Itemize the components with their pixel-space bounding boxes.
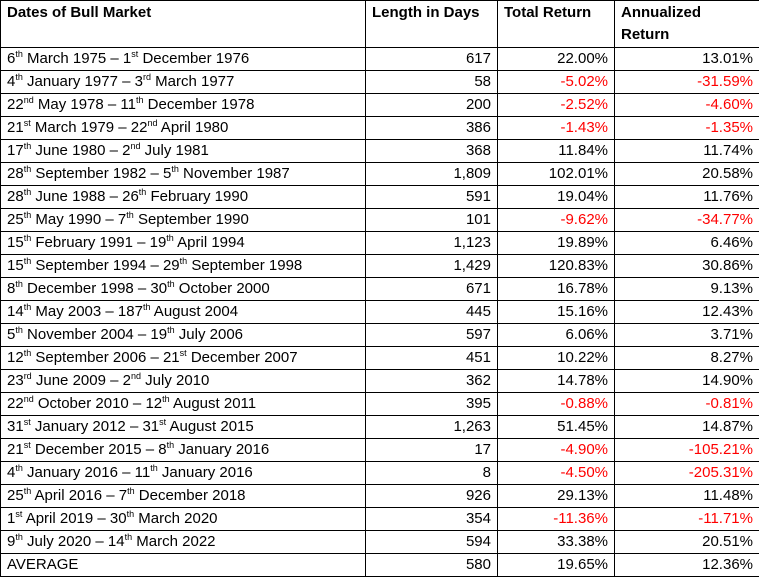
ordinal-suffix: th (127, 486, 135, 496)
ordinal-suffix: th (23, 256, 32, 266)
date-text: May 1978 – 11 (33, 96, 136, 113)
length-days-cell: 101 (366, 209, 498, 232)
date-text: December 2018 (134, 487, 246, 504)
table-row (1, 278, 759, 301)
annualized-return-cell: 14.90% (615, 370, 759, 393)
annualized-return-cell: -31.59% (615, 71, 759, 94)
total-return-cell: 51.45% (498, 416, 615, 439)
ordinal-suffix: th (124, 532, 133, 542)
total-return-cell: 19.89% (498, 232, 615, 255)
total-return-cell: 14.78% (498, 370, 615, 393)
date-text: 22 (7, 96, 24, 113)
table-row (1, 531, 759, 554)
annualized-return-cell: -4.60% (615, 94, 759, 117)
table-row (1, 393, 759, 416)
ordinal-suffix: th (167, 279, 175, 289)
date-text: 15 (7, 234, 24, 251)
ordinal-suffix: th (167, 325, 175, 335)
date-range-cell (1, 370, 366, 393)
date-text: December 2007 (186, 349, 298, 366)
date-range-cell (1, 416, 366, 439)
date-text: 8 (7, 280, 16, 297)
date-text: 28 (7, 188, 24, 205)
length-days-cell: 1,263 (366, 416, 498, 439)
date-text: 22 (7, 395, 24, 412)
date-range-cell (1, 508, 366, 531)
date-text: 21 (7, 119, 24, 136)
date-text: September 1994 – 29 (31, 257, 180, 274)
length-days-cell: 354 (366, 508, 498, 531)
date-range-cell (1, 48, 366, 71)
length-days-cell: 1,123 (366, 232, 498, 255)
date-text: June 1988 – 26 (31, 188, 139, 205)
table-row (1, 48, 759, 71)
date-range-cell (1, 324, 366, 347)
header-annualized-return: Annualized Return (615, 1, 759, 48)
date-text: April 1994 (173, 234, 245, 251)
total-return-cell: 11.84% (498, 140, 615, 163)
date-text: December 1998 – 30 (22, 280, 168, 297)
length-days-cell: 200 (366, 94, 498, 117)
date-range-cell (1, 393, 366, 416)
total-return-cell: 29.13% (498, 485, 615, 508)
table-row (1, 186, 759, 209)
ordinal-suffix: st (131, 49, 139, 59)
total-return-cell: -4.50% (498, 462, 615, 485)
date-text: September 1998 (187, 257, 303, 274)
date-text: January 2012 – 31 (30, 418, 160, 435)
date-range-cell (1, 140, 366, 163)
total-return-cell: -2.52% (498, 94, 615, 117)
average-total-return: 19.65% (498, 554, 615, 577)
date-range-cell (1, 232, 366, 255)
total-return-cell: 102.01% (498, 163, 615, 186)
length-days-cell: 362 (366, 370, 498, 393)
date-text: November 1987 (178, 165, 290, 182)
ordinal-suffix: st (159, 417, 167, 427)
total-return-cell: 19.04% (498, 186, 615, 209)
date-range-cell (1, 278, 366, 301)
ordinal-suffix: th (15, 49, 23, 59)
length-days-cell: 591 (366, 186, 498, 209)
date-text: July 1981 (140, 142, 209, 159)
date-text: February 1990 (146, 188, 249, 205)
date-text: 12 (7, 349, 24, 366)
ordinal-suffix: th (138, 187, 147, 197)
date-text: September 2006 – 21 (31, 349, 180, 366)
date-range-cell (1, 209, 366, 232)
table-row (1, 117, 759, 140)
date-text: June 1980 – 2 (31, 142, 131, 159)
annualized-return-cell: 3.71% (615, 324, 759, 347)
date-text: August 2004 (150, 303, 239, 320)
date-text: 17 (7, 142, 24, 159)
total-return-cell: 15.16% (498, 301, 615, 324)
ordinal-suffix: th (150, 463, 158, 473)
date-text: April 1980 (157, 119, 229, 136)
table-row (1, 416, 759, 439)
length-days-cell: 386 (366, 117, 498, 140)
length-days-cell: 8 (366, 462, 498, 485)
ordinal-suffix: th (126, 210, 134, 220)
ordinal-suffix: th (15, 532, 23, 542)
ordinal-suffix: st (15, 509, 23, 519)
date-text: March 2022 (132, 533, 216, 550)
date-text: 1 (7, 510, 16, 527)
table-row (1, 485, 759, 508)
ordinal-suffix: th (23, 486, 32, 496)
annualized-return-cell: -11.71% (615, 508, 759, 531)
date-text: January 2016 (174, 441, 270, 458)
date-range-cell (1, 531, 366, 554)
ordinal-suffix: nd (147, 118, 158, 128)
date-range-cell (1, 347, 366, 370)
header-row (1, 1, 759, 48)
ordinal-suffix: th (15, 325, 23, 335)
annualized-return-cell: -0.81% (615, 393, 759, 416)
date-text: June 2009 – 2 (31, 372, 131, 389)
length-days-cell: 445 (366, 301, 498, 324)
total-return-cell: 33.38% (498, 531, 615, 554)
date-text: January 2016 (157, 464, 253, 481)
annualized-return-cell: 11.48% (615, 485, 759, 508)
date-text: October 2010 – 12 (33, 395, 163, 412)
ordinal-suffix: st (23, 440, 31, 450)
date-range-cell (1, 163, 366, 186)
ordinal-suffix: nd (130, 141, 141, 151)
table-row (1, 255, 759, 278)
date-text: August 2011 (169, 395, 257, 412)
header-total-return: Total Return (498, 1, 615, 48)
table-row (1, 508, 759, 531)
date-text: July 2010 (140, 372, 210, 389)
length-days-cell: 1,809 (366, 163, 498, 186)
total-return-cell: -9.62% (498, 209, 615, 232)
date-text: December 2015 – 8 (30, 441, 167, 458)
ordinal-suffix: th (23, 210, 32, 220)
average-days: 580 (366, 554, 498, 577)
ordinal-suffix: th (23, 302, 32, 312)
annualized-return-cell: 20.51% (615, 531, 759, 554)
annualized-return-cell: 11.76% (615, 186, 759, 209)
table-row (1, 163, 759, 186)
date-range-cell (1, 94, 366, 117)
length-days-cell: 17 (366, 439, 498, 462)
length-days-cell: 594 (366, 531, 498, 554)
table-row (1, 140, 759, 163)
annualized-return-cell: 8.27% (615, 347, 759, 370)
ordinal-suffix: th (136, 95, 144, 105)
ordinal-suffix: th (23, 348, 32, 358)
ordinal-suffix: st (179, 348, 187, 358)
date-text: March 1975 – 1 (22, 50, 132, 67)
ordinal-suffix: th (15, 279, 23, 289)
ordinal-suffix: nd (23, 394, 34, 404)
ordinal-suffix: th (126, 509, 135, 519)
date-text: 21 (7, 441, 24, 458)
annualized-return-cell: 9.13% (615, 278, 759, 301)
total-return-cell: -1.43% (498, 117, 615, 140)
date-range-cell (1, 485, 366, 508)
date-range-cell (1, 462, 366, 485)
total-return-cell: 16.78% (498, 278, 615, 301)
table-row (1, 94, 759, 117)
ordinal-suffix: th (15, 463, 23, 473)
ordinal-suffix: th (171, 164, 179, 174)
ordinal-suffix: th (162, 394, 170, 404)
total-return-cell: -0.88% (498, 393, 615, 416)
ordinal-suffix: nd (130, 371, 141, 381)
length-days-cell: 617 (366, 48, 498, 71)
length-days-cell: 1,429 (366, 255, 498, 278)
total-return-cell: -4.90% (498, 439, 615, 462)
date-text: 5 (7, 326, 16, 343)
length-days-cell: 451 (366, 347, 498, 370)
total-return-cell: 10.22% (498, 347, 615, 370)
date-range-cell (1, 439, 366, 462)
date-text: 31 (7, 418, 24, 435)
annualized-return-cell: 11.74% (615, 140, 759, 163)
date-text: May 1990 – 7 (31, 211, 127, 228)
ordinal-suffix: rd (142, 72, 151, 82)
total-return-cell: 120.83% (498, 255, 615, 278)
date-text: January 1977 – 3 (22, 73, 143, 90)
length-days-cell: 58 (366, 71, 498, 94)
table-row (1, 347, 759, 370)
ordinal-suffix: th (179, 256, 188, 266)
total-return-cell: 6.06% (498, 324, 615, 347)
date-text: July 2006 (174, 326, 244, 343)
date-text: 25 (7, 211, 24, 228)
date-text: January 2016 – 11 (22, 464, 151, 481)
total-return-cell: -11.36% (498, 508, 615, 531)
length-days-cell: 368 (366, 140, 498, 163)
annualized-return-cell: -105.21% (615, 439, 759, 462)
date-text: March 2020 (134, 510, 218, 527)
date-range-cell (1, 301, 366, 324)
ordinal-suffix: th (142, 302, 151, 312)
date-text: 23 (7, 372, 24, 389)
date-text: March 1977 (150, 73, 235, 90)
annualized-return-cell: 12.43% (615, 301, 759, 324)
table-row (1, 439, 759, 462)
ordinal-suffix: th (23, 141, 32, 151)
average-annualized-return: 12.36% (615, 554, 759, 577)
ordinal-suffix: st (23, 417, 31, 427)
table-row (1, 370, 759, 393)
date-text: November 2004 – 19 (22, 326, 168, 343)
date-text: 28 (7, 165, 24, 182)
length-days-cell: 597 (366, 324, 498, 347)
annualized-return-cell: 20.58% (615, 163, 759, 186)
date-text: July 2020 – 14 (22, 533, 125, 550)
ordinal-suffix: nd (23, 95, 34, 105)
ordinal-suffix: st (23, 118, 31, 128)
date-text: March 1979 – 22 (30, 119, 148, 136)
date-range-cell (1, 117, 366, 140)
annualized-return-cell: -34.77% (615, 209, 759, 232)
total-return-cell: 22.00% (498, 48, 615, 71)
length-days-cell: 395 (366, 393, 498, 416)
date-text: December 1976 (138, 50, 250, 67)
ordinal-suffix: th (166, 440, 175, 450)
date-text: September 1990 (133, 211, 249, 228)
date-text: 25 (7, 487, 24, 504)
header-dates: Dates of Bull Market (1, 1, 366, 48)
annualized-return-cell: -1.35% (615, 117, 759, 140)
table-row (1, 462, 759, 485)
ordinal-suffix: th (15, 72, 23, 82)
total-return-cell: -5.02% (498, 71, 615, 94)
date-text: 4 (7, 73, 16, 90)
date-text: December 1978 (143, 96, 255, 113)
table-body (1, 48, 759, 554)
table-row (1, 301, 759, 324)
average-label: AVERAGE (1, 554, 366, 577)
ordinal-suffix: th (23, 164, 32, 174)
average-row (1, 554, 759, 577)
annualized-return-cell: 14.87% (615, 416, 759, 439)
date-text: August 2015 (166, 418, 254, 435)
annualized-return-cell: 6.46% (615, 232, 759, 255)
table-row (1, 324, 759, 347)
ordinal-suffix: th (166, 233, 174, 243)
date-range-cell (1, 186, 366, 209)
table-row (1, 71, 759, 94)
annualized-return-cell: -205.31% (615, 462, 759, 485)
date-range-cell (1, 71, 366, 94)
date-text: September 1982 – 5 (31, 165, 172, 182)
date-text: April 2016 – 7 (31, 487, 128, 504)
table-row (1, 232, 759, 255)
length-days-cell: 671 (366, 278, 498, 301)
length-days-cell: 926 (366, 485, 498, 508)
date-text: 14 (7, 303, 24, 320)
date-text: May 2003 – 187 (31, 303, 143, 320)
date-text: 4 (7, 464, 16, 481)
ordinal-suffix: rd (23, 371, 32, 381)
date-text: April 2019 – 30 (22, 510, 127, 527)
ordinal-suffix: th (23, 233, 32, 243)
date-range-cell (1, 255, 366, 278)
date-text: February 1991 – 19 (31, 234, 167, 251)
ordinal-suffix: th (23, 187, 32, 197)
date-text: 9 (7, 533, 16, 550)
date-text: 6 (7, 50, 16, 67)
annualized-return-cell: 13.01% (615, 48, 759, 71)
date-text: October 2000 (174, 280, 270, 297)
header-length: Length in Days (366, 1, 498, 48)
table-row (1, 209, 759, 232)
annualized-return-cell: 30.86% (615, 255, 759, 278)
date-text: 15 (7, 257, 24, 274)
